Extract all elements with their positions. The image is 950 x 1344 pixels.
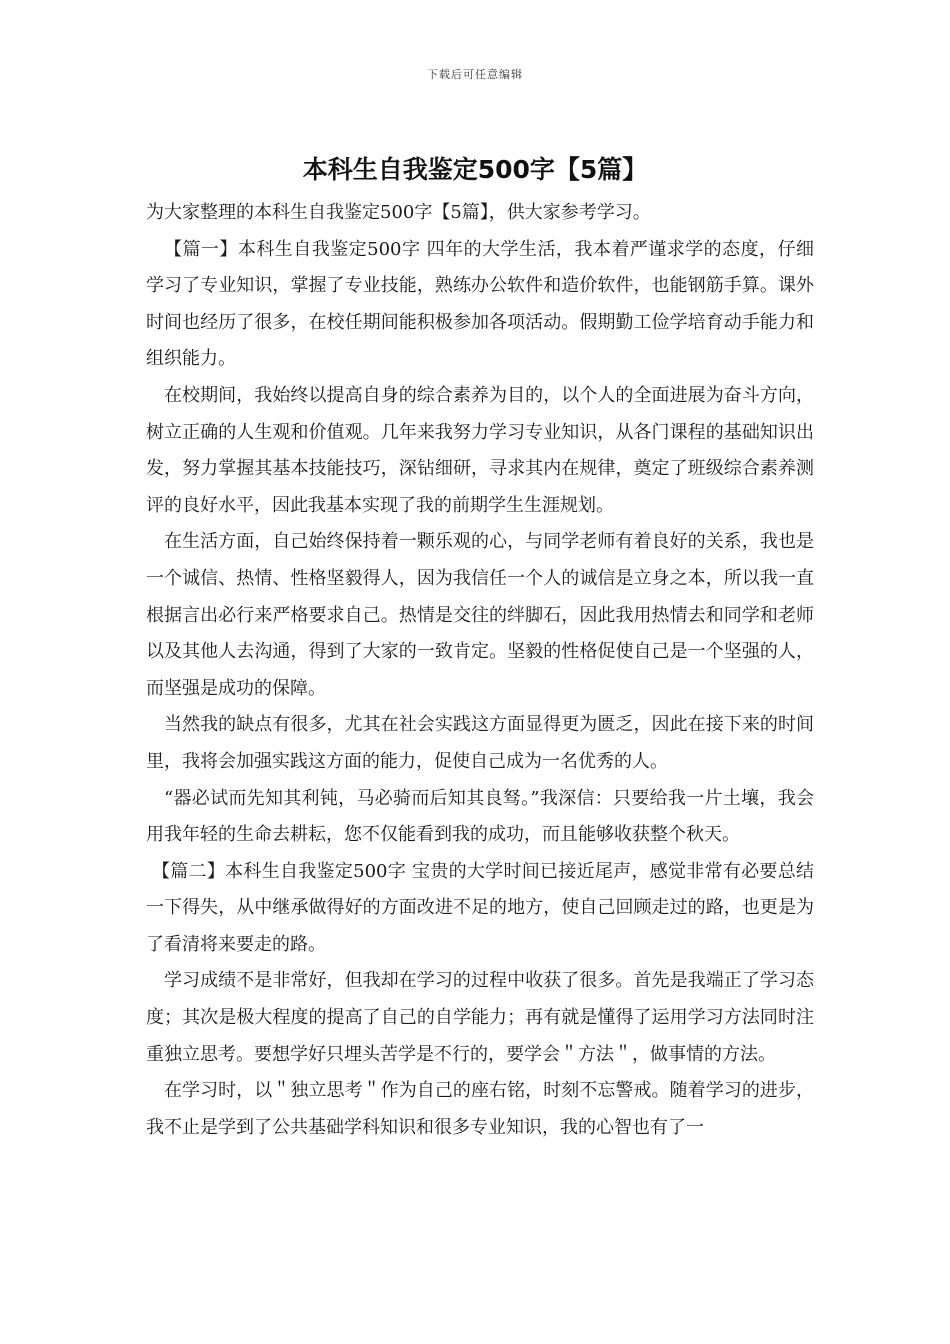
page-header-note: 下载后可任意编辑 [427,68,523,81]
quote-paragraph: “器必试而先知其利钝，马必骑而后知其良驽。”我深信：只要给我一片土壤，我会用我年轻的生命去耕耘，您不仅能看到我的成功，而且能够收获整个秋天。 [146,787,814,846]
document-title: 本科生自我鉴定500字【5篇】 [302,155,648,184]
body-paragraph: 【篇二】本科生自我鉴定500字 宝贵的大学时间已接近尾声，感觉非常有必要总结一下得失，从中继承做得好的方面改进不足的地方，使自己回顾走过的路，也更是为了看清将来要走的路。 [146,860,814,955]
body-paragraph: 在校期间，我始终以提高自身的综合素养为目的，以个人的全面进展为奋斗方向，树立正确的人生观和价值观。几年来我努力学习专业知识，从各门课程的基础知识出发，努力掌握其基本技能技巧，深钻细研，寻求其内在规律，奠定了班级综合素养测评的良好水平，因此我基本实现了我的前期学生生涯规划。 [146,384,814,516]
body-paragraph: 【篇一】本科生自我鉴定500字 四年的大学生活，我本着严谨求学的态度，仔细学习了专业知识，掌握了专业技能，熟练办公软件和造价软件，也能钢筋手算。课外时间也经历了很多，在校任期间能积极参加各项活动。假期勤工俭学培育动手能力和组织能力。 [146,238,814,370]
body-paragraph: 在学习时，以＂独立思考＂作为自己的座右铭，时刻不忘警戒。随着学习的进步，我不止是学到了公共基础学科知识和很多专业知识，我的心智也有了一 [146,1080,814,1138]
intro-paragraph: 为大家整理的本科生自我鉴定500字【5篇】，供大家参考学习。 [146,202,651,223]
body-paragraph: 当然我的缺点有很多，尤其在社会实践这方面显得更为匮乏，因此在接下来的时间里，我将会加强实践这方面的能力，促使自己成为一名优秀的人。 [146,714,814,772]
body-paragraph: 在生活方面，自己始终保持着一颗乐观的心，与同学老师有着良好的关系，我也是一个诚信、热情、性格坚毅得人，因为我信任一个人的诚信是立身之本，所以我一直根据言出必行来严格要求自己。热情是交往的绊脚石，因此我用热情去和同学和老师以及其他人去沟通，得到了大家的一致肯定。坚毅的性格促使自己是一个坚强的人，而坚强是成功的保障。 [146,531,814,699]
body-paragraph: 学习成绩不是非常好，但我却在学习的过程中收获了很多。首先是我端正了学习态度；其次是极大程度的提高了自己的自学能力；再有就是懂得了运用学习方法同时注重独立思考。要想学好只埋头苦学是不行的，要学会＂方法＂，做事情的方法。 [146,970,814,1065]
document-body [146,195,814,1146]
